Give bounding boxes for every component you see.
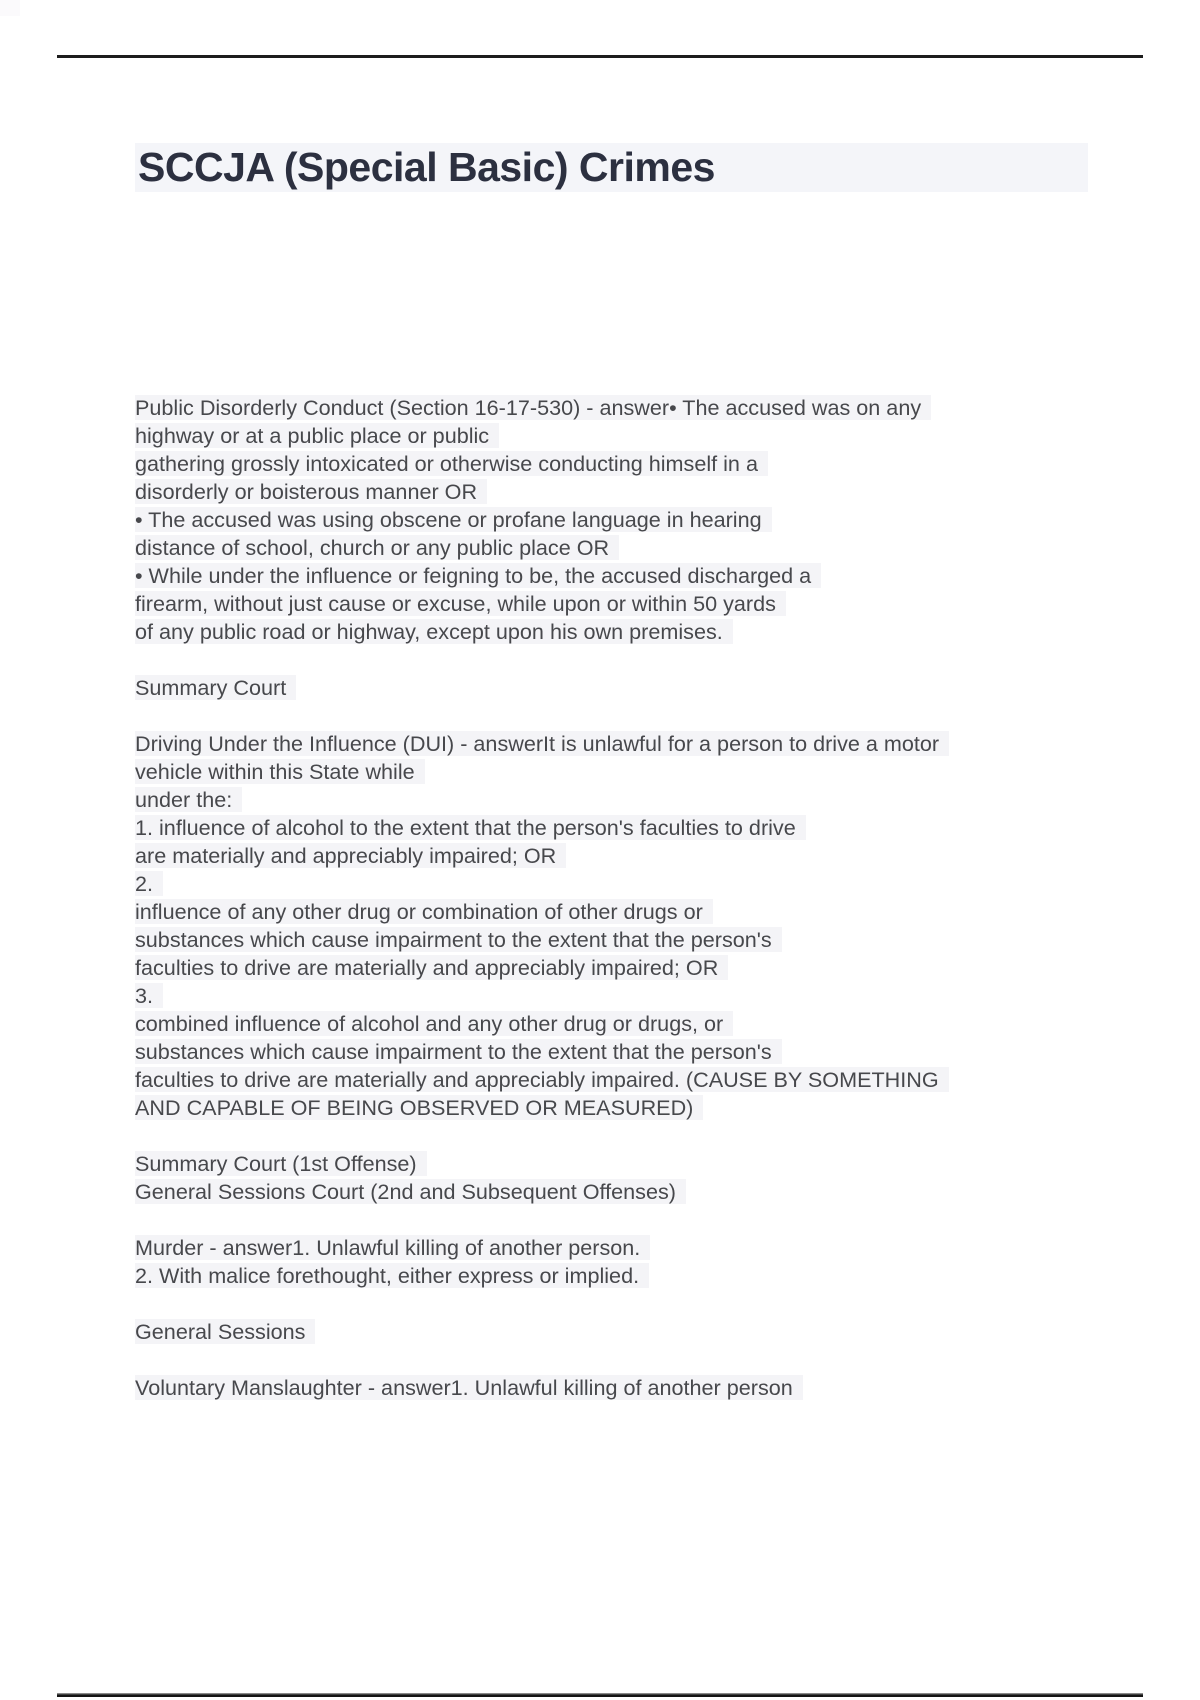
text-line: [135, 534, 1200, 562]
text-line: [135, 562, 1200, 590]
text-line: [135, 1010, 1200, 1038]
text-line-highlight: disorderly or boisterous manner OR: [135, 479, 487, 504]
text-line: [135, 590, 1200, 618]
text-line-highlight: General Sessions Court (2nd and Subsequent Offenses): [135, 1179, 686, 1204]
text-line-highlight: are materially and appreciably impaired; OR: [135, 843, 566, 868]
text-line: [135, 1374, 1200, 1402]
text-line-highlight: Murder - answer1. Unlawful killing of another person.: [135, 1235, 650, 1260]
text-line: [135, 954, 1200, 982]
text-line: [135, 674, 1200, 702]
text-line-highlight: • The accused was using obscene or profane language in hearing: [135, 507, 772, 532]
text-line-highlight: firearm, without just cause or excuse, while upon or within 50 yards: [135, 591, 786, 616]
page-title: SCCJA (Special Basic) Crimes: [135, 143, 1088, 192]
paragraph: [135, 674, 1200, 702]
text-line-highlight: faculties to drive are materially and appreciably impaired. (CAUSE BY SOMETHING: [135, 1067, 949, 1092]
text-line: [135, 786, 1200, 814]
text-line: [135, 758, 1200, 786]
text-line: [135, 618, 1200, 646]
text-line-highlight: distance of school, church or any public place OR: [135, 535, 619, 560]
text-line-highlight: Public Disorderly Conduct (Section 16-17-530) - answer• The accused was on any: [135, 395, 931, 420]
paragraph: [135, 394, 1200, 646]
text-line-highlight: Voluntary Manslaughter - answer1. Unlawful killing of another person: [135, 1375, 803, 1400]
text-line: [135, 870, 1200, 898]
text-line: [135, 898, 1200, 926]
text-line-highlight: Summary Court (1st Offense): [135, 1151, 427, 1176]
text-line: [135, 730, 1200, 758]
text-line: [135, 1150, 1200, 1178]
text-line: [135, 450, 1200, 478]
text-line: [135, 1234, 1200, 1262]
text-line-highlight: Summary Court: [135, 675, 296, 700]
text-line-highlight: substances which cause impairment to the extent that the person's: [135, 927, 782, 952]
text-line: [135, 982, 1200, 1010]
text-line-highlight: vehicle within this State while: [135, 759, 425, 784]
text-line-highlight: substances which cause impairment to the extent that the person's: [135, 1039, 782, 1064]
text-line-highlight: under the:: [135, 787, 242, 812]
text-line-highlight: • While under the influence or feigning to be, the accused discharged a: [135, 563, 821, 588]
paragraph: [135, 1374, 1200, 1402]
text-line-highlight: Driving Under the Influence (DUI) - answerIt is unlawful for a person to drive a motor: [135, 731, 949, 756]
text-line-highlight: combined influence of alcohol and any other drug or drugs, or: [135, 1011, 733, 1036]
text-line: [135, 394, 1200, 422]
text-line: [135, 1318, 1200, 1346]
document-body: [135, 394, 1200, 1430]
text-line-highlight: of any public road or highway, except upon his own premises.: [135, 619, 733, 644]
text-line: [135, 1066, 1200, 1094]
text-line: [135, 842, 1200, 870]
text-line: [135, 1094, 1200, 1122]
text-line: [135, 814, 1200, 842]
text-line-highlight: General Sessions: [135, 1319, 315, 1344]
text-line: [135, 1038, 1200, 1066]
text-line-highlight: faculties to drive are materially and appreciably impaired; OR: [135, 955, 728, 980]
bottom-rule: [57, 1693, 1143, 1697]
text-line-highlight: 2. With malice forethought, either express or implied.: [135, 1263, 649, 1288]
text-line-highlight: 2.: [135, 871, 163, 896]
text-line-highlight: highway or at a public place or public: [135, 423, 499, 448]
paragraph: [135, 1318, 1200, 1346]
top-rule: [57, 55, 1143, 58]
text-line: [135, 478, 1200, 506]
text-line-highlight: AND CAPABLE OF BEING OBSERVED OR MEASURED): [135, 1095, 703, 1120]
corner-artifact: [0, 0, 20, 16]
paragraph: [135, 730, 1200, 1122]
text-line: [135, 1262, 1200, 1290]
paragraph: [135, 1234, 1200, 1290]
text-line: [135, 422, 1200, 450]
paragraph: [135, 1150, 1200, 1206]
text-line: [135, 1178, 1200, 1206]
text-line-highlight: 3.: [135, 983, 163, 1008]
text-line-highlight: influence of any other drug or combination of other drugs or: [135, 899, 713, 924]
text-line: [135, 926, 1200, 954]
text-line-highlight: 1. influence of alcohol to the extent that the person's faculties to drive: [135, 815, 806, 840]
text-line: [135, 506, 1200, 534]
text-line-highlight: gathering grossly intoxicated or otherwise conducting himself in a: [135, 451, 768, 476]
